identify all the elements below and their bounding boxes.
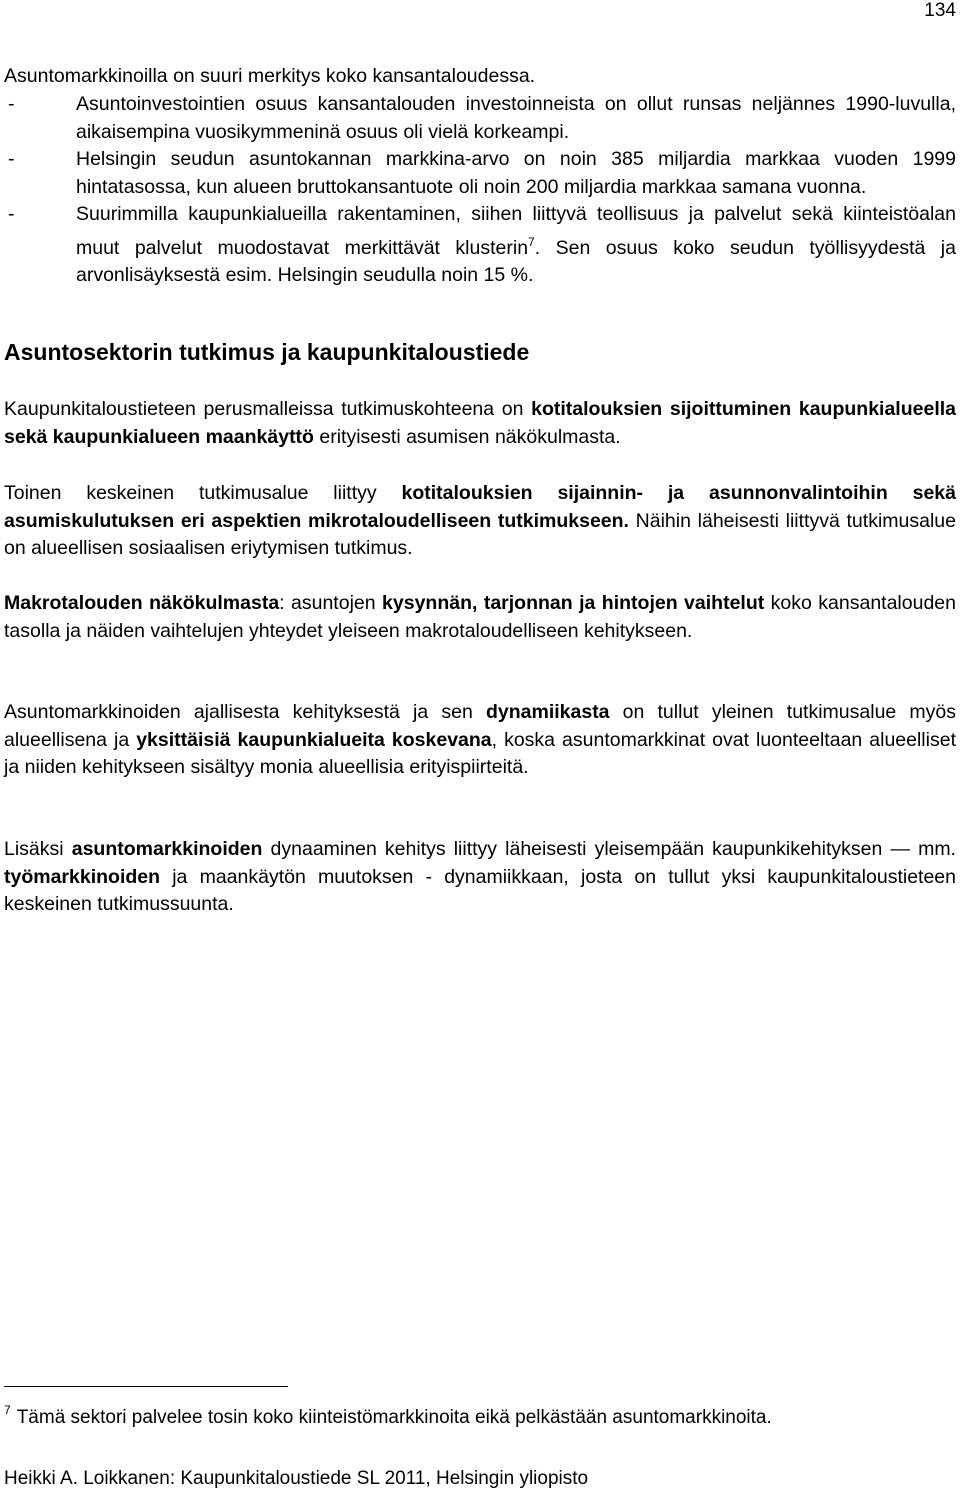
bullet-item <box>4 91 956 146</box>
bold-text: yksittäisiä kaupunkialueita koskevana <box>136 728 492 751</box>
paragraph <box>4 836 956 919</box>
dash: - <box>8 203 15 225</box>
bold-text: asuntomarkkinoiden <box>71 838 263 860</box>
text-run: Lisäksi <box>4 838 72 860</box>
paragraph <box>4 699 956 782</box>
text-run: on tullut yleinen tutkimusalue myös alueellisena ja <box>4 701 956 751</box>
bullet-text-cont: . Sen osuus koko seudun työllisyydestä ja arvonlisäyksestä esim. Helsingin seudulla noin 15 %. <box>76 236 956 286</box>
page-footer: Heikki A. Loikkanen: Kaupunkitaloustiede SL 2011, Helsingin yliopisto <box>4 1468 589 1489</box>
text-run: , koska asuntomarkkinat ovat luonteeltaan alueelliset ja niiden kehitykseen sisältyy monia alueellisia erityispiirteitä. <box>4 728 956 778</box>
bold-text: kotitalouksien sijoittuminen kaupunkialueella sekä kaupunkialueen maankäyttö <box>4 398 957 448</box>
bullet-list <box>4 91 956 290</box>
footnote <box>4 1396 804 1432</box>
text-run: Kaupunkitaloustieteen perusmalleissa tutkimuskohteena on <box>4 398 532 420</box>
intro-text: Asuntomarkkinoilla on suuri merkitys koko kansantaloudessa. <box>4 65 536 87</box>
bullet-text: Asuntoinvestointien osuus kansantalouden investoinneista on ollut runsas neljännes 1990-luvulla, aikaisempina vuosikymmeninä osuus oli vielä korkeampi. <box>76 93 956 143</box>
bullet-text: Suurimmilla kaupunkialueilla rakentaminen, siihen liittyvä teollisuus ja palvelut sekä kiinteistöalan muut palvelut muodostavat merkittävät klusterin <box>76 203 956 259</box>
paragraph <box>4 590 956 645</box>
dash: - <box>8 93 15 115</box>
text-run: koko kansantalouden tasolla ja näiden vaihtelujen yhteydet yleiseen makrotaloudelliseen kehitykseen. <box>4 592 956 642</box>
bold-text: kysynnän, tarjonnan ja hintojen vaihtelut <box>382 592 765 614</box>
bold-text: työmarkkinoiden <box>4 865 161 888</box>
text-run: Toinen keskeinen tutkimusalue liittyy <box>4 482 402 504</box>
bullet-item <box>4 201 956 290</box>
footnote-text: Tämä sektori palvelee tosin koko kiinteistömarkkinoita eikä pelkästään asuntomarkkinoita. <box>16 1407 772 1428</box>
section-heading: Asuntosektorin tutkimus ja kaupunkitaloustiede <box>4 339 530 365</box>
bullet-text: Helsingin seudun asuntokannan markkina-arvo on noin 385 miljardia markkaa vuoden 1999 hintatasossa, kun alueen bruttokansantuote oli noin 200 miljardia markkaa samana vuonna. <box>76 148 956 198</box>
text-run: ja maankäytön muutoksen - dynamiikkaan, josta on tullut yksi kaupunkitaloustieteen keskeinen tutkimussuunta. <box>4 865 956 915</box>
paragraph <box>4 396 956 451</box>
bold-text: dynamiikasta <box>485 701 610 723</box>
dash: - <box>8 148 15 170</box>
text-run: dynaaminen kehitys liittyy läheisesti yleisempään kaupunkikehityksen — mm. <box>262 838 956 860</box>
footnote-number: 7 <box>4 1403 11 1417</box>
page-number: 134 <box>924 0 956 21</box>
bold-text: kotitalouksien sijainnin- ja asunnonvalintoihin sekä asumiskulutuksen eri aspektien mikrotaloudelliseen tutkimukseen. <box>4 482 956 532</box>
footnote-ref[interactable]: 7 <box>528 234 535 249</box>
footnote-divider <box>4 1386 288 1387</box>
paragraph <box>4 480 956 563</box>
text-run: Näihin läheisesti liittyvä tutkimusalue on alueellisen sosiaalisen eriytymisen tutkimus. <box>4 509 956 559</box>
text-run: erityisesti asumisen näkökulmasta. <box>313 425 621 448</box>
bold-text: Makrotalouden näkökulmasta <box>4 592 280 614</box>
text-run: : asuntojen <box>279 592 383 614</box>
bullet-item <box>4 146 956 201</box>
text-run: Asuntomarkkinoiden ajallisesta kehityksestä ja sen <box>4 701 486 723</box>
